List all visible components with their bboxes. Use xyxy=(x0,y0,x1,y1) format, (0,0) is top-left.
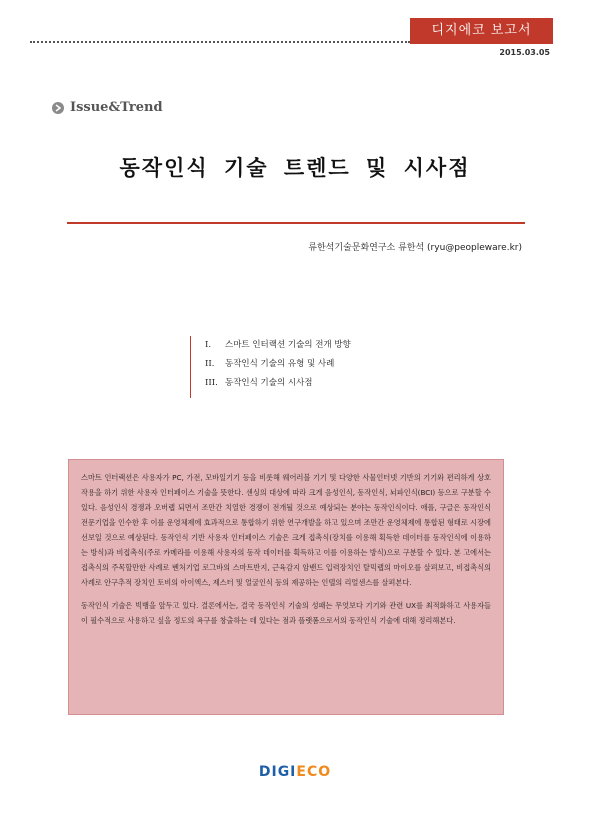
arrow-right-icon xyxy=(52,102,64,114)
abstract-paragraph: 동작인식 기술은 빅뱅을 앞두고 있다. 결론에서는, 결국 동작인식 기술의 성패는 무엇보다 기기와 관련 UX를 최적화하고 사용자들이 필수적으로 사용하고 싶을 정도의 욕구를 창출하는 데 있다는 점과 플랫폼으로서의 동작인식 기술에 대해 정리해본다. xyxy=(81,601,491,625)
author-line: 류한석기술문화연구소 류한석 (ryu@peopleware.kr) xyxy=(308,243,522,253)
document-title: 동작인식 기술 트렌드 및 시사점 xyxy=(119,156,471,180)
toc-number: II. xyxy=(205,359,215,369)
report-date: 2015.03.05 xyxy=(499,48,550,57)
title-divider xyxy=(67,222,525,224)
toc-label: 스마트 인터랙션 기술의 전개 방향 xyxy=(225,340,351,350)
toc-label: 동작인식 기술의 유형 및 사례 xyxy=(225,359,335,369)
section-label-text: Issue&Trend xyxy=(70,100,163,115)
logo-part: ECO xyxy=(296,764,332,780)
report-tag: 디지에코 보고서 xyxy=(410,18,553,44)
abstract-paragraph: 스마트 인터랙션은 사용자가 PC, 가전, 모바일기기 등을 비롯해 웨어러블 기기 및 다양한 사물인터넷 기반의 기기와 편리하게 상호작용을 하기 위한 사용자 인터페이스 기술을 뜻한다. 센싱의 대상에 따라 크게 음성인식, 동작인식, 뇌파인식(BCI) 등으로 구분할 수 있다. 음성인식 경쟁과 오버랩 되면서 조만간 치열한 경쟁이 전개될 것으로 예상되는 분야는 동작인식이다. 애플, 구글은 동작인식 전문기업을 인수한 후 이를 운영체제에 효과적으로 통합하기 위한 연구개발을 하고 있으며 조만간 운영체제에 통합된 형태로 시장에 선보일 것으로 예상된다. 동작인식 기반 사용자 인터페이스 기술은 크게 접촉식(장치를 이용해 획득한 데이터를 동작인식에 이용하는 방식)과 비접촉식(주로 카메라를 이용해 사용자의 동작 데이터를 획득하고 이를 이용하는 방식)으로 구분할 수 있다. 본 고에서는 접촉식의 주목할만한 사례로 벤처기업 로그바의 스마트반지, 근육감지 암밴드 입력장치인 탈믹랩의 마이오를 살펴보고, 비접촉식의 사례로 안구추적 장치인 토비의 아이엑스, 제스터 및 얼굴인식 등의 제공하는 인텔의 리얼센스를 살펴본다. xyxy=(81,473,491,587)
toc-item xyxy=(205,355,351,374)
abstract-box xyxy=(68,459,504,715)
toc-item xyxy=(205,374,351,393)
table-of-contents xyxy=(190,336,351,398)
toc-item xyxy=(205,336,351,355)
toc-number: III. xyxy=(205,378,218,388)
logo-part: DIGI xyxy=(258,764,297,780)
section-label xyxy=(52,100,163,115)
header-dotted-rule xyxy=(30,41,410,43)
digieco-logo xyxy=(0,764,590,780)
toc-label: 동작인식 기술의 시사점 xyxy=(225,378,313,388)
toc-number: I. xyxy=(205,340,212,350)
